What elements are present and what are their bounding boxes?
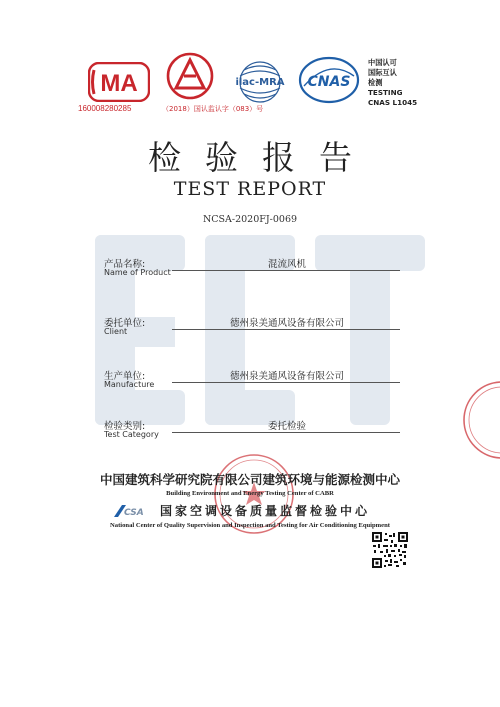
cma-logo [88, 62, 150, 102]
report-title-chinese: 检验报告 [148, 138, 376, 177]
ncsa-logo [112, 502, 156, 520]
field-sublabel-manufacturer: Manufacture [104, 380, 155, 389]
field-underline [172, 382, 400, 383]
cnas-side-line: CNAS L1045 [368, 98, 418, 107]
field-value-product: 混流风机 [267, 259, 306, 270]
qr-code[interactable] [372, 532, 408, 568]
cnas-side-line: 中国认可 [368, 58, 397, 67]
cma-number: 160008280285 [78, 104, 132, 113]
field-label-category: 检验类别: [104, 421, 146, 432]
field-sublabel-product: Name of Product [104, 268, 171, 277]
cnas-logo [298, 56, 360, 104]
center-name-chinese: 国家空调设备质量监督检验中心 [160, 504, 371, 518]
ilac-label: ilac-MRA [235, 77, 285, 88]
issuer-name-chinese: 中国建筑科学研究院有限公司建筑环境与能源检测中心 [99, 472, 400, 487]
issuer-name-english: Building Environment and Energy Testing Center of CABR [166, 490, 334, 497]
report-title-english: TEST REPORT [173, 178, 327, 200]
report-number: NCSA-2020FJ-0069 [202, 214, 298, 225]
field-label-manufacturer: 生产单位: [104, 371, 146, 382]
edge-seal-stamp [440, 380, 500, 460]
field-sublabel-category: Test Category [104, 430, 159, 439]
cnas-side-line: 国际互认 [368, 68, 397, 77]
cnas-label: CNAS [307, 74, 351, 90]
cnas-accreditation-text [368, 58, 417, 108]
field-underline [172, 432, 400, 433]
field-value-client: 德州泉美通风设备有限公司 [229, 318, 344, 329]
field-value-category: 委托检验 [267, 421, 306, 432]
cnas-side-line: 检测 [368, 78, 383, 87]
field-label-product: 产品名称: [104, 259, 146, 270]
svg-text:MA: MA [100, 70, 138, 97]
field-sublabel-client: Client [104, 327, 128, 336]
field-underline [172, 270, 400, 271]
cal-certificate-text: （2018）国认监认字（083）号 [162, 105, 264, 113]
field-label-client: 委托单位: [104, 318, 146, 329]
cal-logo [166, 52, 214, 100]
field-underline [172, 329, 400, 330]
ilac-mra-logo [230, 58, 290, 106]
cnas-side-line: TESTING [368, 88, 403, 97]
center-name-english: National Center of Quality Supervision and Inspection and Testing for Air Conditioning Equipment [110, 522, 390, 529]
svg-text:CSA: CSA [124, 508, 144, 518]
field-value-manufacturer: 德州泉美通风设备有限公司 [229, 371, 344, 382]
